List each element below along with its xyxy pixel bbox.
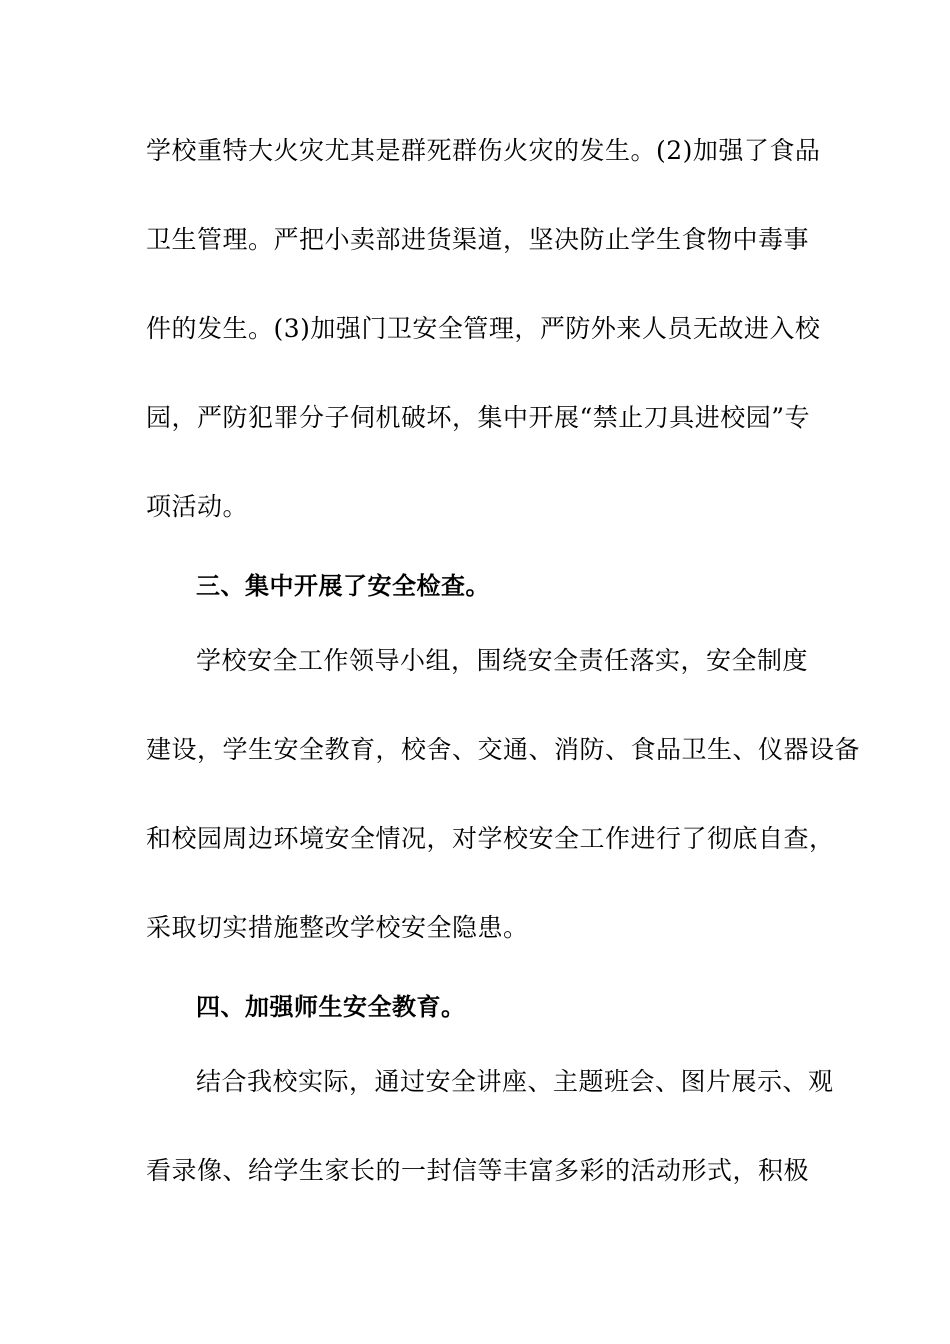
- paragraph-line: 采取切实措施整改学校安全隐患。: [146, 913, 529, 942]
- paragraph-line: 看录像、给学生家长的一封信等丰富多彩的活动形式，积极: [146, 1156, 810, 1185]
- paragraph-line: 学校安全工作领导小组，围绕安全责任落实，安全制度: [196, 646, 809, 675]
- section-heading-3: 三、集中开展了安全检查。: [196, 572, 490, 600]
- paragraph-line: 件的发生。(3)加强门卫安全管理，严防外来人员无故进入校: [146, 314, 821, 343]
- paragraph-line: 园，严防犯罪分子伺机破坏，集中开展“禁止刀具进校园”专: [146, 403, 811, 432]
- paragraph-line: 和校园周边环境安全情况，对学校安全工作进行了彻底自查，: [146, 824, 835, 853]
- paragraph-line: 学校重特大火灾尤其是群死群伤火灾的发生。(2)加强了食品: [146, 136, 821, 165]
- paragraph-line: 建设，学生安全教育，校舍、交通、消防、食品卫生、仪器设备: [146, 735, 861, 764]
- paragraph-line: 卫生管理。严把小卖部进货渠道，坚决防止学生食物中毒事: [146, 225, 810, 254]
- section-heading-4: 四、加强师生安全教育。: [196, 993, 466, 1021]
- paragraph-line: 项活动。: [146, 492, 249, 521]
- paragraph-line: 结合我校实际，通过安全讲座、主题班会、图片展示、观: [196, 1067, 834, 1096]
